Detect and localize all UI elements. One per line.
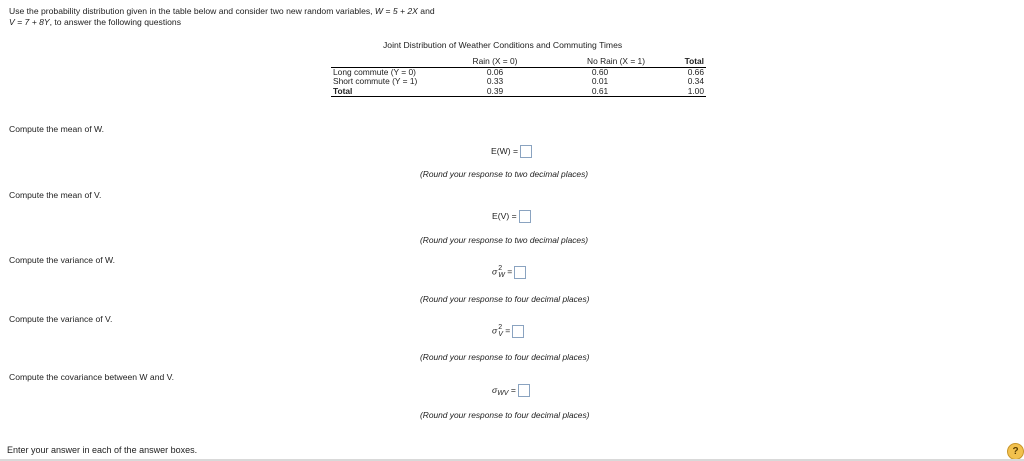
- table-cell: 0.61: [525, 87, 647, 97]
- table-header-total: Total: [647, 57, 706, 67]
- answer-input-variance-w[interactable]: [514, 266, 526, 279]
- subscript: W: [498, 272, 505, 279]
- rounding-note: (Round your response to two decimal places): [420, 235, 589, 245]
- table-cell: 0.33: [486, 76, 504, 87]
- table-title: Joint Distribution of Weather Conditions and Commuting Times: [383, 40, 623, 50]
- equation-label: E(V) =: [492, 210, 517, 221]
- rounding-note: (Round your response to two decimal places): [420, 169, 589, 179]
- question-prompt: Compute the mean of W.: [9, 124, 105, 134]
- footer-instruction: Enter your answer in each of the answer boxes.: [7, 445, 198, 455]
- answer-row-variance-w: [492, 265, 526, 279]
- table-cell: 0.01: [591, 76, 609, 87]
- row-label: Short commute (Y = 1): [333, 76, 418, 87]
- equals-sign: =: [507, 266, 513, 277]
- question-prompt: Compute the mean of V.: [9, 190, 102, 200]
- rounding-note: (Round your response to four decimal places): [420, 410, 590, 420]
- subscript: WV: [497, 389, 509, 397]
- joint-distribution-table: [331, 57, 706, 97]
- table-cell: 1.00: [647, 87, 706, 97]
- table-header-row: [331, 57, 706, 67]
- table-cell: 0.34: [687, 76, 704, 87]
- rounding-note: (Round your response to four decimal places): [420, 352, 590, 362]
- superscript: 2: [498, 324, 503, 331]
- table-cell: 0.66: [687, 66, 704, 77]
- sigma-symbol: σ: [492, 266, 498, 277]
- answer-row-covariance: [492, 384, 530, 397]
- rounding-note: (Round your response to four decimal places): [420, 294, 590, 304]
- answer-input-mean-w[interactable]: [520, 145, 532, 158]
- superscript: 2: [498, 265, 503, 272]
- table-row: [331, 87, 706, 97]
- table-header-rain: Rain (X = 0): [465, 57, 525, 67]
- answer-input-covariance[interactable]: [518, 384, 530, 397]
- question-prompt: Compute the covariance between W and V.: [9, 372, 174, 382]
- table-header-no-rain: No Rain (X = 1): [525, 57, 647, 67]
- table-cell: 0.60: [591, 66, 609, 77]
- table-header-blank: [331, 57, 465, 67]
- help-icon[interactable]: ?: [1007, 443, 1024, 460]
- sigma-symbol: σ: [492, 384, 498, 395]
- table-cell: 0.39: [465, 87, 525, 97]
- answer-row-variance-v: [492, 324, 524, 338]
- table-row: [331, 77, 706, 87]
- answer-input-variance-v[interactable]: [512, 325, 524, 338]
- sigma-symbol: σ: [492, 325, 498, 336]
- row-label: Long commute (Y = 0): [333, 66, 416, 77]
- question-prompt: Compute the variance of W.: [9, 255, 116, 265]
- question-prompt: Compute the variance of V.: [9, 314, 113, 324]
- instructions: Use the probability distribution given in the table below and consider two new random variables, W = 5 + 2X and V = 7 + 8Y, to answer the following questions: [9, 6, 435, 27]
- equals-sign: =: [505, 325, 511, 336]
- table-cell: 0.06: [486, 66, 504, 77]
- row-label: Total: [331, 87, 465, 97]
- answer-row-mean-w: [491, 145, 532, 158]
- equals-sign: =: [510, 384, 516, 395]
- equation-label: E(W) =: [491, 145, 518, 156]
- answer-input-mean-v[interactable]: [519, 210, 531, 223]
- subscript: V: [498, 331, 503, 338]
- answer-row-mean-v: [492, 210, 531, 223]
